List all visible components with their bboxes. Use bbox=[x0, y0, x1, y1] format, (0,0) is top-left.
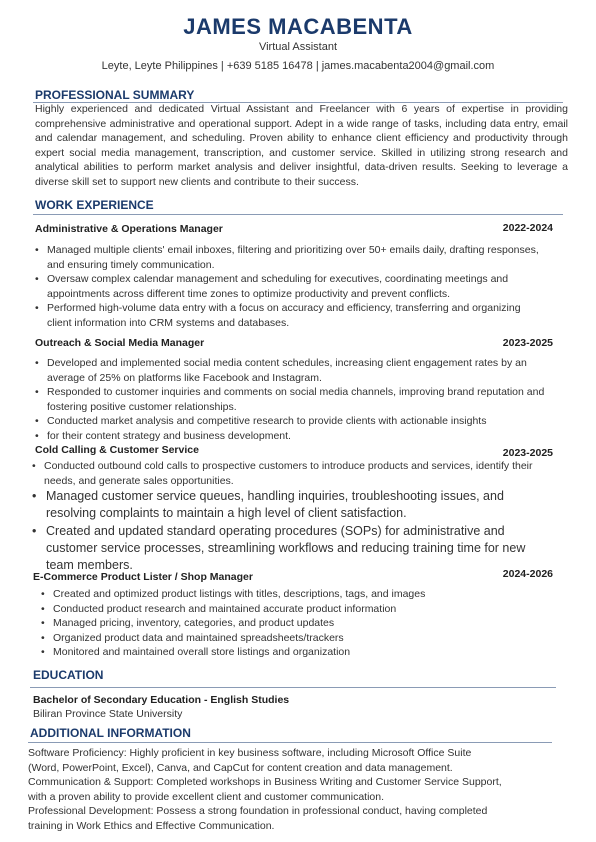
additional-line: Software Proficiency: Highly proficient in key business software, including Microsoft Office Suite bbox=[28, 747, 472, 759]
list-item: • Managed multiple clients' email inboxes, filtering and prioritizing over 50+ emails daily, drafting responses, and ensuring timely communication. bbox=[35, 243, 545, 272]
list-item: • Conducted market analysis and competitive research to provide clients with actionable insights bbox=[35, 414, 560, 429]
list-item: • Oversaw complex calendar management and scheduling for executives, coordinating meetings and appointments across different time zones to optimize productivity and prevent conflicts. bbox=[35, 272, 545, 301]
job-dates: 2024-2026 bbox=[502, 568, 553, 580]
job-bullets bbox=[35, 356, 560, 443]
summary-heading: PROFESSIONAL SUMMARY bbox=[35, 88, 195, 102]
additional-line: (Word, PowerPoint, Excel), Canva, and CapCut for content creation and data management. bbox=[28, 761, 453, 774]
additional-line: training in Work Ethics and Effective Communication. bbox=[28, 819, 275, 832]
list-item: • for their content strategy and business development. bbox=[35, 429, 560, 444]
additional-heading: ADDITIONAL INFORMATION bbox=[30, 726, 191, 740]
job-title: E-Commerce Product Lister / Shop Manager bbox=[33, 571, 253, 583]
list-item: • Organized product data and maintained spreadsheets/trackers bbox=[41, 631, 551, 646]
experience-heading: WORK EXPERIENCE bbox=[35, 198, 154, 212]
job-dates: 2023-2025 bbox=[502, 447, 553, 459]
job-dates: 2022-2024 bbox=[502, 222, 553, 234]
additional-text bbox=[28, 746, 573, 834]
job-title: Administrative & Operations Manager bbox=[35, 223, 223, 235]
additional-line: Professional Development: Possess a strong foundation in professional conduct, having completed bbox=[28, 805, 488, 818]
education-divider bbox=[30, 687, 556, 688]
list-item: • Conducted product research and maintained accurate product information bbox=[41, 602, 551, 617]
additional-line: with a proven ability to provide excellent client and customer communication. bbox=[28, 790, 385, 803]
additional-divider bbox=[28, 742, 552, 743]
job-dates: 2023-2025 bbox=[502, 337, 553, 349]
list-item: • Managed customer service queues, handling inquiries, troubleshooting issues, and resolving complaints to maintain a high level of client satisfaction. bbox=[32, 488, 542, 523]
list-item: • Created and updated standard operating procedures (SOPs) for administrative and customer service processes, streamlining workflows and reducing training time for new team members. bbox=[32, 523, 542, 575]
contact-line: Leyte, Leyte Philippines | +639 5185 16478 | james.macabenta2004@gmail.com bbox=[101, 60, 495, 72]
education-degree: Bachelor of Secondary Education - English Studies bbox=[33, 694, 290, 706]
summary-text: Highly experienced and dedicated Virtual Assistant and Freelancer with 6 years of expertise in providing comprehensive administrative and operational support. Adept in a wide range of tasks, including data entry, email and calendar management, and scheduling. Proven ability to enhance client efficiency and productivity through expert social media management, transcription, and customer service. Skilled in utilizing strong research and analytical abilities to perform market analysis and deliver insightful, data-driven results. Seeking to leverage a diverse skill set to support new clients and contribute to their success. bbox=[35, 103, 568, 188]
candidate-title: Virtual Assistant bbox=[258, 41, 338, 53]
job-title: Cold Calling & Customer Service bbox=[35, 444, 199, 456]
job-bullets bbox=[41, 587, 551, 660]
education-heading: EDUCATION bbox=[33, 668, 104, 682]
job-bullets bbox=[35, 243, 545, 330]
candidate-name: JAMES MACABENTA bbox=[183, 14, 413, 39]
list-item: • Conducted outbound cold calls to prospective customers to introduce products and services, identify their needs, and generate sales opportunities. bbox=[32, 459, 550, 488]
education-school: Biliran Province State University bbox=[33, 708, 183, 720]
list-item: • Responded to customer inquiries and comments on social media channels, improving brand reputation and fostering positive customer relationships. bbox=[35, 385, 560, 414]
job-title: Outreach & Social Media Manager bbox=[35, 337, 205, 349]
job-bullets bbox=[32, 459, 550, 488]
list-item: • Monitored and maintained overall store listings and organization bbox=[41, 645, 551, 660]
experience-divider bbox=[33, 214, 563, 215]
additional-line: Communication & Support: Completed workshops in Business Writing and Customer Service Support, bbox=[28, 776, 502, 789]
list-item: • Created and optimized product listings with titles, descriptions, tags, and images bbox=[41, 587, 551, 602]
list-item: • Performed high-volume data entry with a focus on accuracy and efficiency, transferring and organizing client information into CRM systems and databases. bbox=[35, 301, 545, 330]
list-item: • Managed pricing, inventory, categories, and product updates bbox=[41, 616, 551, 631]
list-item: • Developed and implemented social media content schedules, increasing client engagement rates by an average of 25% on platforms like Facebook and Instagram. bbox=[35, 356, 560, 385]
job-bullets-large bbox=[32, 488, 542, 574]
